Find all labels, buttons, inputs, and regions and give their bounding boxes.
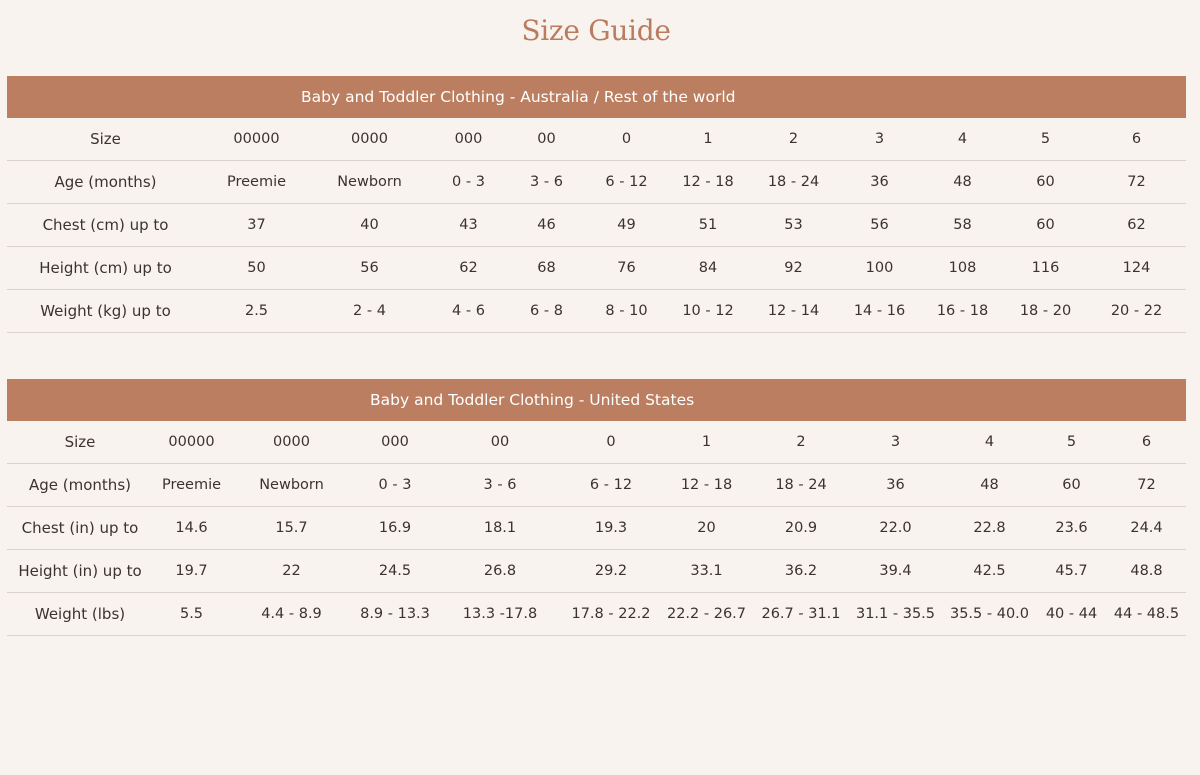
table-cell: 4 - 6 bbox=[430, 290, 507, 333]
table-cell: 26.7 - 31.1 bbox=[754, 593, 848, 636]
table-cell: 18 - 24 bbox=[754, 464, 848, 507]
row-label: Height (in) up to bbox=[7, 550, 153, 593]
table-cell: 13.3 -17.8 bbox=[437, 593, 563, 636]
table-row-size bbox=[7, 118, 1186, 161]
table-cell: 46 bbox=[507, 204, 586, 247]
table-cell: 19.3 bbox=[563, 507, 659, 550]
table-cell: 8.9 - 13.3 bbox=[353, 593, 437, 636]
table-cell: 43 bbox=[430, 204, 507, 247]
table-cell: 53 bbox=[749, 204, 838, 247]
table-cell: 6 bbox=[1087, 118, 1186, 161]
table-cell: 18.1 bbox=[437, 507, 563, 550]
table-title-cell bbox=[7, 76, 1186, 118]
table-cell: Preemie bbox=[153, 464, 230, 507]
table-cell: 14.6 bbox=[153, 507, 230, 550]
table-cell: 0000 bbox=[230, 421, 353, 464]
table-cell: 20.9 bbox=[754, 507, 848, 550]
table-cell: 3 bbox=[848, 421, 943, 464]
table-cell: 72 bbox=[1087, 161, 1186, 204]
table-cell: 36.2 bbox=[754, 550, 848, 593]
table-cell: 36 bbox=[838, 161, 921, 204]
table-cell: Newborn bbox=[230, 464, 353, 507]
table-cell: 40 - 44 bbox=[1036, 593, 1107, 636]
table-cell: 39.4 bbox=[848, 550, 943, 593]
table-cell: 22 bbox=[230, 550, 353, 593]
table-cell: 48 bbox=[921, 161, 1004, 204]
table-cell: 1 bbox=[659, 421, 754, 464]
row-label: Age (months) bbox=[7, 464, 153, 507]
table-cell: 60 bbox=[1004, 204, 1087, 247]
table-cell: 23.6 bbox=[1036, 507, 1107, 550]
table-cell: 2 bbox=[754, 421, 848, 464]
table-cell: 2 - 4 bbox=[309, 290, 430, 333]
table-row-height bbox=[7, 550, 1186, 593]
table-row-weight bbox=[7, 290, 1186, 333]
table-cell: 100 bbox=[838, 247, 921, 290]
table-cell: 000 bbox=[353, 421, 437, 464]
size-table-australia bbox=[7, 76, 1186, 333]
table-cell: 42.5 bbox=[943, 550, 1036, 593]
table-cell: 84 bbox=[667, 247, 749, 290]
row-label: Chest (in) up to bbox=[7, 507, 153, 550]
table-row-weight bbox=[7, 593, 1186, 636]
table-cell: 22.8 bbox=[943, 507, 1036, 550]
table-cell: 60 bbox=[1004, 161, 1087, 204]
table-cell: 5 bbox=[1004, 118, 1087, 161]
table-cell: Preemie bbox=[204, 161, 309, 204]
table-cell: 18 - 20 bbox=[1004, 290, 1087, 333]
table-cell: 00000 bbox=[153, 421, 230, 464]
table-cell: 29.2 bbox=[563, 550, 659, 593]
table-cell: 1 bbox=[667, 118, 749, 161]
table-row-chest bbox=[7, 507, 1186, 550]
table-cell: 3 - 6 bbox=[507, 161, 586, 204]
table-cell: 62 bbox=[430, 247, 507, 290]
table-title-cell bbox=[7, 379, 1186, 421]
table-title: Baby and Toddler Clothing - Australia / Rest of the world bbox=[301, 88, 736, 106]
table-cell: 17.8 - 22.2 bbox=[563, 593, 659, 636]
table-header-row bbox=[7, 379, 1186, 421]
table-cell: 124 bbox=[1087, 247, 1186, 290]
table-cell: 00 bbox=[437, 421, 563, 464]
table-cell: 4.4 - 8.9 bbox=[230, 593, 353, 636]
row-label: Weight (kg) up to bbox=[7, 290, 204, 333]
table-cell: 5 bbox=[1036, 421, 1107, 464]
table-cell: 24.4 bbox=[1107, 507, 1186, 550]
table-cell: 48.8 bbox=[1107, 550, 1186, 593]
table-cell: 92 bbox=[749, 247, 838, 290]
table-row-age bbox=[7, 161, 1186, 204]
table-cell: 16.9 bbox=[353, 507, 437, 550]
table-header-row bbox=[7, 76, 1186, 118]
table-cell: 56 bbox=[838, 204, 921, 247]
table-cell: 62 bbox=[1087, 204, 1186, 247]
table-cell: 5.5 bbox=[153, 593, 230, 636]
table-cell: 15.7 bbox=[230, 507, 353, 550]
row-label: Size bbox=[7, 421, 153, 464]
table-cell: 0 - 3 bbox=[353, 464, 437, 507]
table-cell: 48 bbox=[943, 464, 1036, 507]
table-cell: 0000 bbox=[309, 118, 430, 161]
page-title: Size Guide bbox=[521, 14, 671, 47]
table-cell: 8 - 10 bbox=[586, 290, 667, 333]
table-cell: 60 bbox=[1036, 464, 1107, 507]
table-cell: 31.1 - 35.5 bbox=[848, 593, 943, 636]
table-cell: 6 - 12 bbox=[563, 464, 659, 507]
table-cell: 10 - 12 bbox=[667, 290, 749, 333]
table-cell: 2 bbox=[749, 118, 838, 161]
table-cell: 37 bbox=[204, 204, 309, 247]
table-cell: 00000 bbox=[204, 118, 309, 161]
table-title: Baby and Toddler Clothing - United States bbox=[370, 391, 695, 409]
table-cell: 14 - 16 bbox=[838, 290, 921, 333]
table-cell: 12 - 18 bbox=[667, 161, 749, 204]
table-row-size bbox=[7, 421, 1186, 464]
table-cell: 16 - 18 bbox=[921, 290, 1004, 333]
table-cell: 12 - 18 bbox=[659, 464, 754, 507]
table-cell: 4 bbox=[921, 118, 1004, 161]
table-cell: 12 - 14 bbox=[749, 290, 838, 333]
table-cell: 108 bbox=[921, 247, 1004, 290]
table-cell: 3 - 6 bbox=[437, 464, 563, 507]
table-cell: 26.8 bbox=[437, 550, 563, 593]
table-cell: 76 bbox=[586, 247, 667, 290]
table-cell: 4 bbox=[943, 421, 1036, 464]
table-row-age bbox=[7, 464, 1186, 507]
table-cell: 35.5 - 40.0 bbox=[943, 593, 1036, 636]
size-table-united-states bbox=[7, 379, 1186, 636]
table-cell: 68 bbox=[507, 247, 586, 290]
table-cell: 2.5 bbox=[204, 290, 309, 333]
table-cell: 45.7 bbox=[1036, 550, 1107, 593]
table-cell: 72 bbox=[1107, 464, 1186, 507]
table-cell: 36 bbox=[848, 464, 943, 507]
table-cell: 000 bbox=[430, 118, 507, 161]
row-label: Height (cm) up to bbox=[7, 247, 204, 290]
table-cell: 116 bbox=[1004, 247, 1087, 290]
table-cell: 20 - 22 bbox=[1087, 290, 1186, 333]
table-cell: 18 - 24 bbox=[749, 161, 838, 204]
table-cell: 51 bbox=[667, 204, 749, 247]
row-label: Weight (lbs) bbox=[7, 593, 153, 636]
table-cell: 0 bbox=[563, 421, 659, 464]
table-cell: Newborn bbox=[309, 161, 430, 204]
table-row-chest bbox=[7, 204, 1186, 247]
table-cell: 33.1 bbox=[659, 550, 754, 593]
table-cell: 0 - 3 bbox=[430, 161, 507, 204]
row-label: Age (months) bbox=[7, 161, 204, 204]
table-cell: 58 bbox=[921, 204, 1004, 247]
table-cell: 6 bbox=[1107, 421, 1186, 464]
table-row-height bbox=[7, 247, 1186, 290]
table-cell: 40 bbox=[309, 204, 430, 247]
table-cell: 6 - 12 bbox=[586, 161, 667, 204]
table-cell: 6 - 8 bbox=[507, 290, 586, 333]
table-cell: 20 bbox=[659, 507, 754, 550]
table-cell: 44 - 48.5 bbox=[1107, 593, 1186, 636]
table-cell: 19.7 bbox=[153, 550, 230, 593]
table-cell: 24.5 bbox=[353, 550, 437, 593]
table-cell: 50 bbox=[204, 247, 309, 290]
table-cell: 56 bbox=[309, 247, 430, 290]
table-cell: 22.2 - 26.7 bbox=[659, 593, 754, 636]
table-cell: 49 bbox=[586, 204, 667, 247]
table-cell: 22.0 bbox=[848, 507, 943, 550]
row-label: Size bbox=[7, 118, 204, 161]
table-cell: 00 bbox=[507, 118, 586, 161]
table-cell: 0 bbox=[586, 118, 667, 161]
row-label: Chest (cm) up to bbox=[7, 204, 204, 247]
table-cell: 3 bbox=[838, 118, 921, 161]
